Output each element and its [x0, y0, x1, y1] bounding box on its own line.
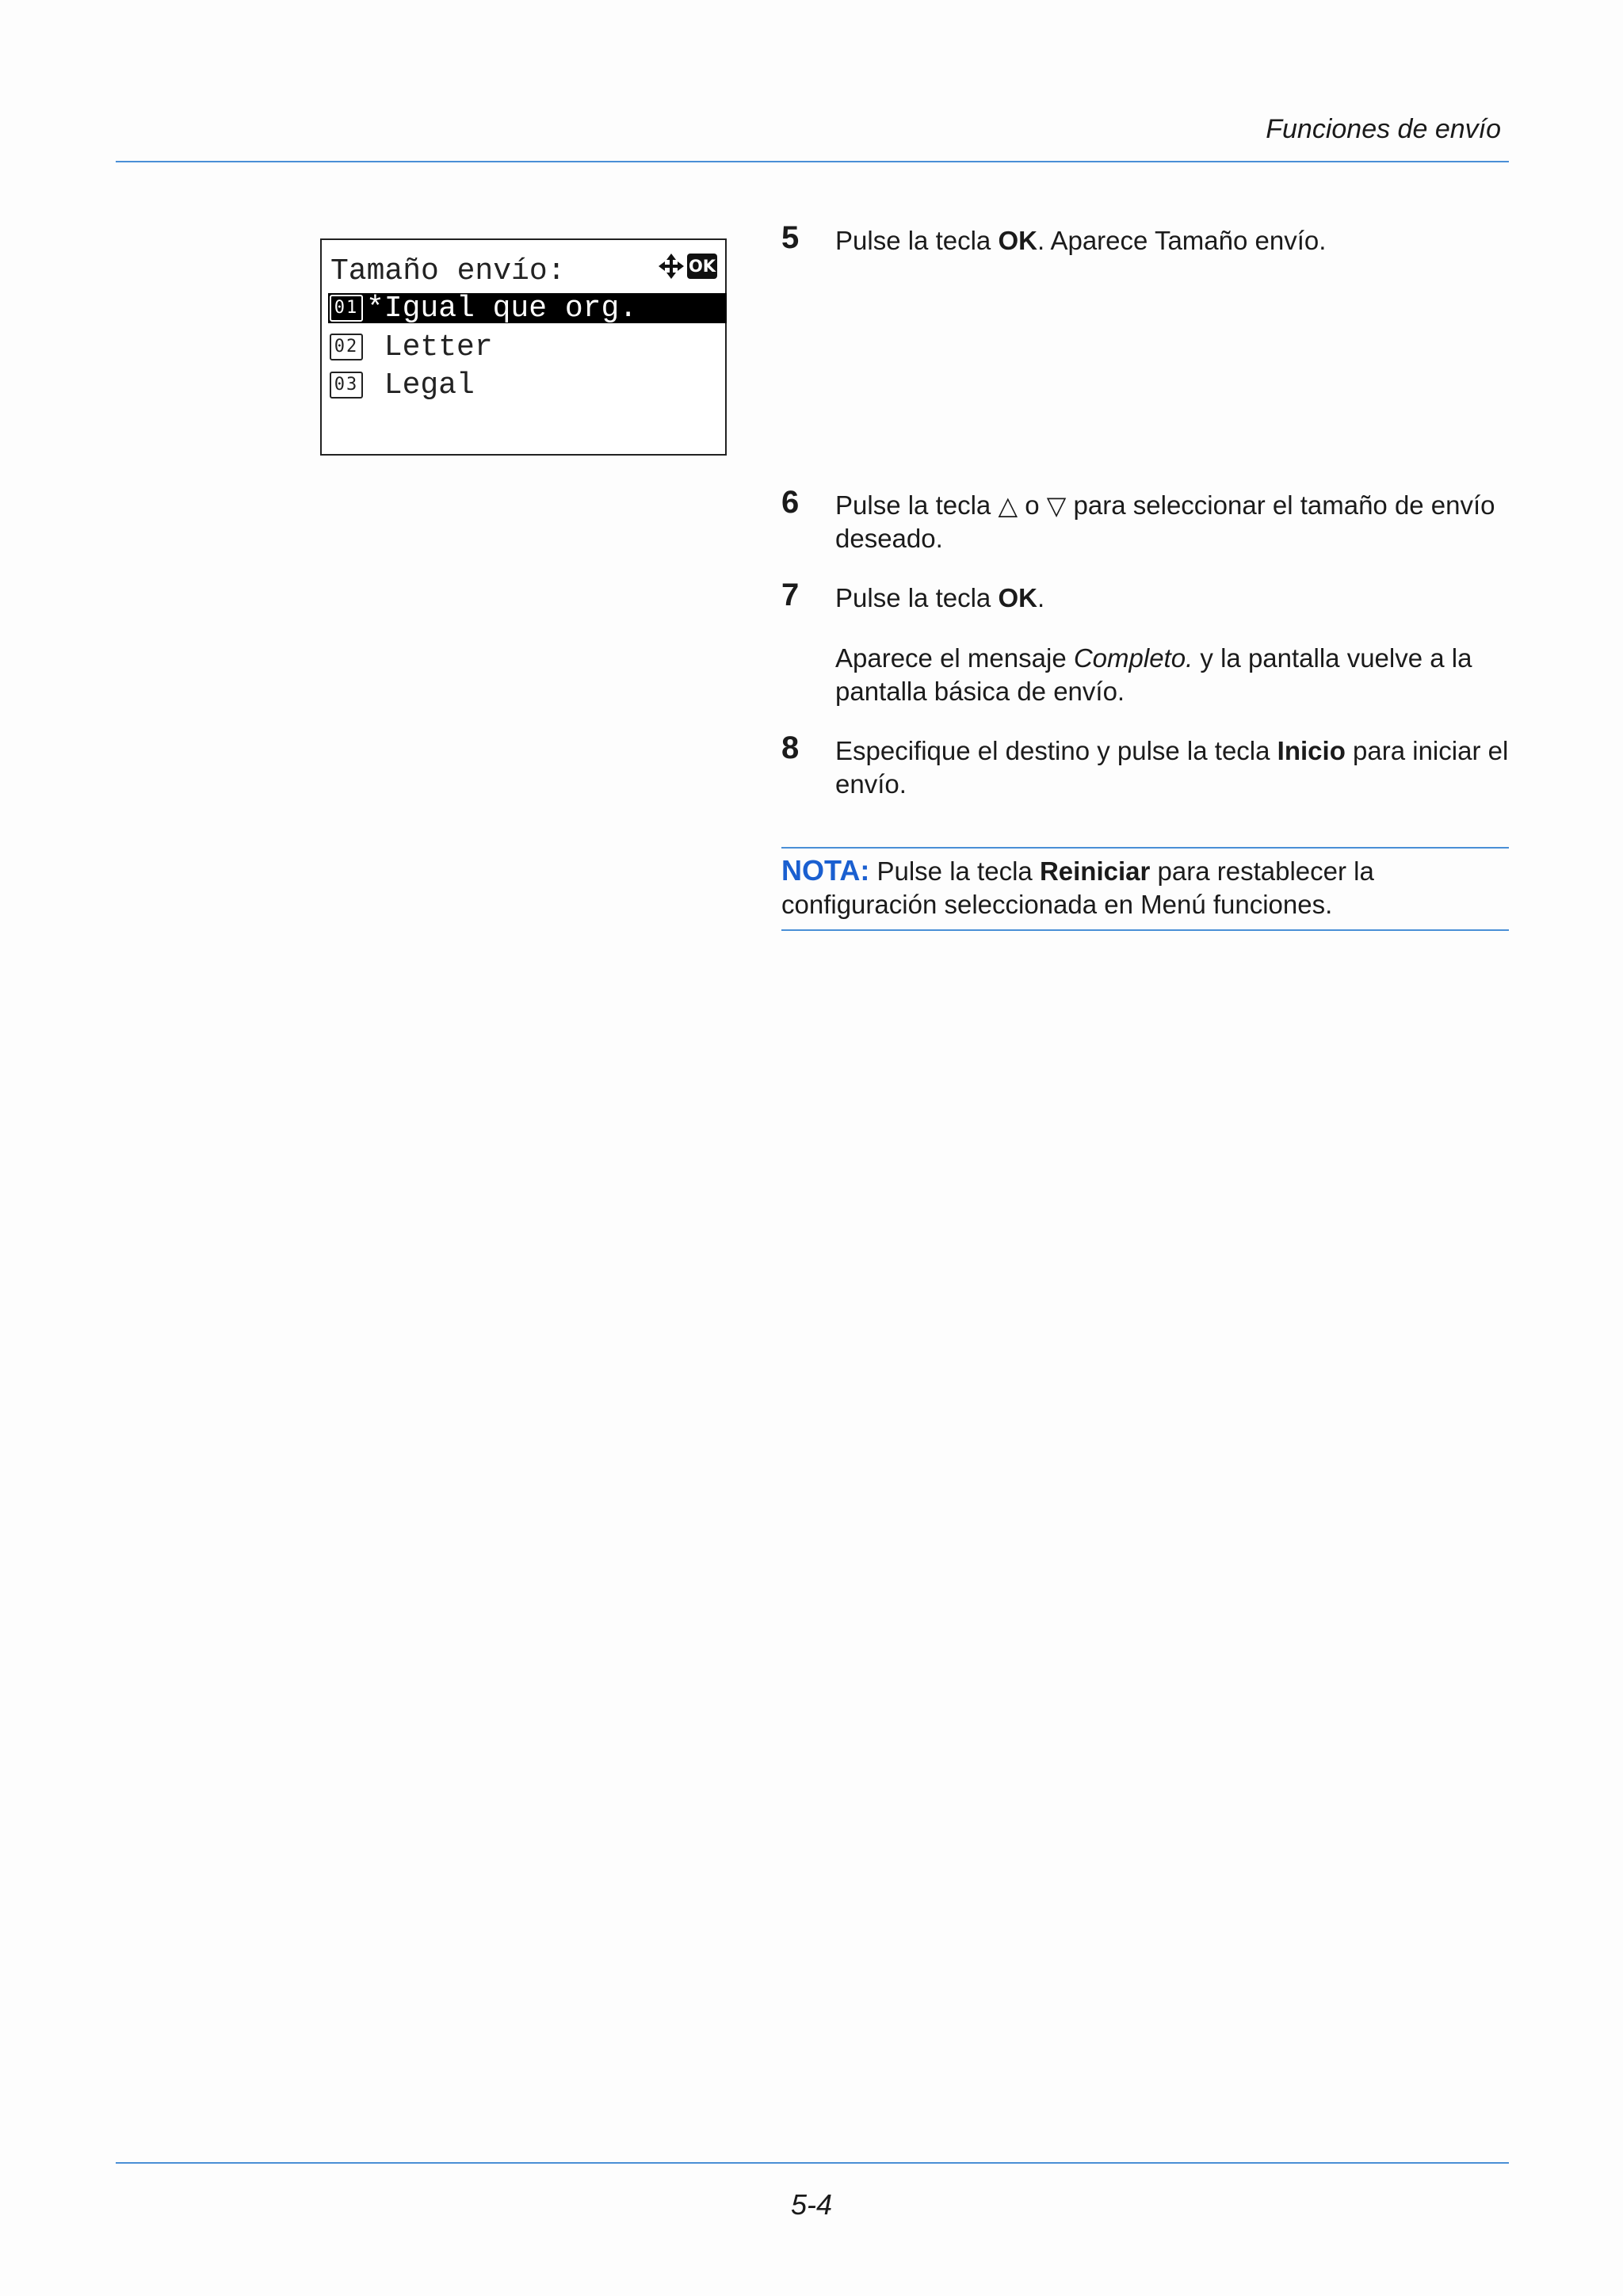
note-top-rule — [781, 847, 1509, 849]
lcd-item-number: 02 — [330, 334, 363, 360]
lcd-list-item — [330, 370, 475, 400]
step-text-part: Pulse la tecla — [835, 490, 999, 520]
step-text-part: para iniciar el envío. — [835, 736, 1509, 799]
key-name: OK — [998, 226, 1037, 255]
footer-rule — [116, 2162, 1509, 2164]
step-text-part: para seleccionar el tamaño de envío deseado. — [835, 490, 1495, 553]
ok-key-icon: OK — [687, 254, 717, 279]
lcd-screen — [320, 238, 727, 456]
lcd-item-label: Letter — [366, 330, 493, 364]
step-text-part: Pulse la tecla — [835, 583, 999, 612]
step-text-part: o — [1018, 490, 1047, 520]
lcd-list-item-selected — [328, 291, 727, 326]
note-label: NOTA: — [781, 854, 870, 887]
step-text — [835, 582, 1509, 615]
step-text-part: Pulse la tecla — [835, 226, 999, 255]
step-text-part: y la pantalla vuelve a la pantalla básica de envío. — [835, 643, 1472, 706]
message-name: Completo. — [1073, 643, 1193, 673]
lcd-title: Tamaño envío: — [330, 254, 566, 288]
lcd-item-label: *Igual que org. — [366, 291, 638, 326]
step-7-detail — [835, 642, 1509, 708]
lcd-item-label: Legal — [366, 368, 475, 402]
lcd-item-number: 01 — [330, 295, 363, 322]
key-name: OK — [998, 583, 1037, 612]
note-text-part: para restablecer la configuración seleccionada en Menú funciones. — [781, 856, 1374, 919]
step-text — [835, 224, 1509, 257]
step-number: 5 — [781, 220, 800, 255]
step-text-part: Especifique el destino y pulse la tecla — [835, 736, 1277, 765]
step-text-part: . — [1037, 583, 1045, 612]
page-number: 5-4 — [790, 2188, 833, 2221]
step-text — [835, 734, 1509, 801]
page-header-title: Funciones de envío — [1266, 114, 1501, 144]
step-number: 8 — [781, 730, 800, 765]
step-text — [835, 489, 1509, 555]
key-name: Reiniciar — [1039, 856, 1151, 886]
step-number: 7 — [781, 578, 800, 612]
step-text-part: . Aparece Tamaño envío. — [1037, 226, 1327, 255]
up-triangle-icon: △ — [998, 490, 1018, 521]
step-text-part: Aparece el mensaje — [835, 643, 1074, 673]
lcd-list-item — [330, 332, 493, 362]
key-name: Inicio — [1277, 736, 1346, 765]
header-rule — [116, 161, 1509, 162]
note-text-part: Pulse la tecla — [869, 856, 1040, 886]
lcd-nav-indicator — [658, 253, 717, 280]
four-way-arrow-icon — [658, 253, 685, 280]
step-number: 6 — [781, 485, 800, 520]
note-bottom-rule — [781, 929, 1509, 931]
down-triangle-icon: ▽ — [1046, 490, 1067, 521]
note-box — [781, 854, 1495, 921]
lcd-item-number: 03 — [330, 372, 363, 399]
